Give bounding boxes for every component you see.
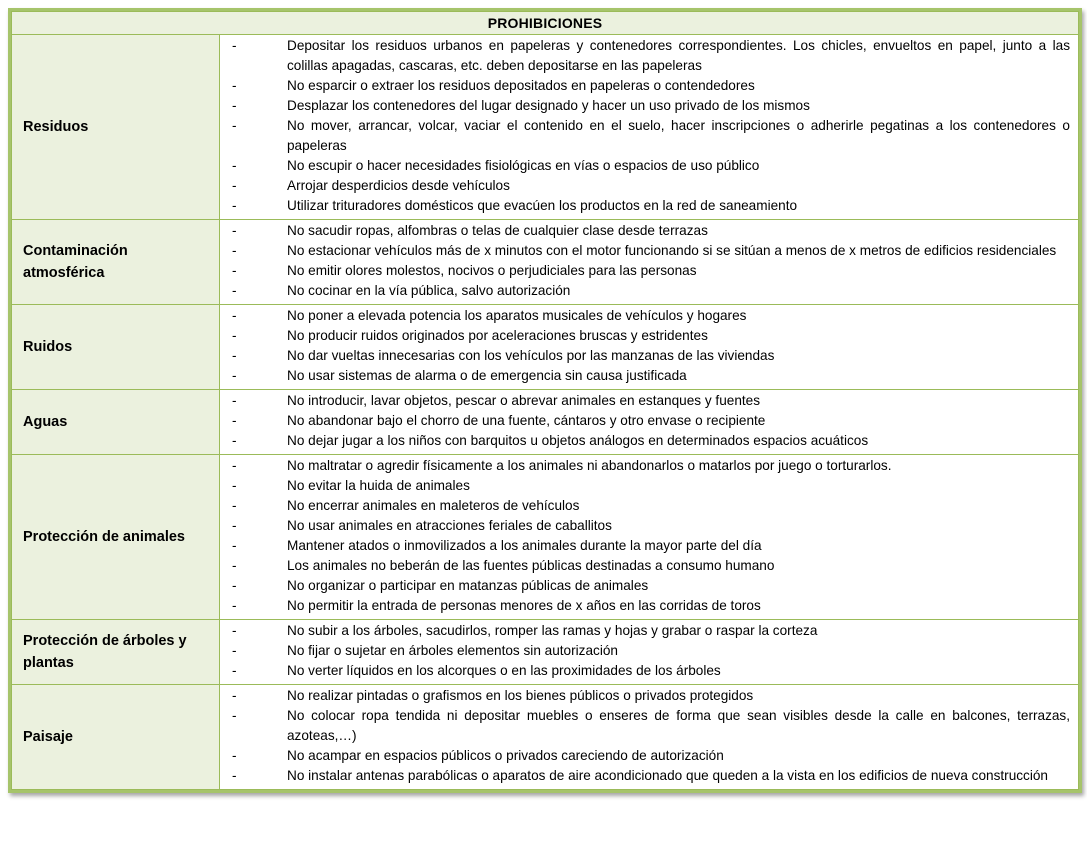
dash-bullet: - (232, 598, 237, 613)
list-item (228, 596, 1070, 616)
list-item (228, 306, 1070, 326)
table-row (12, 455, 1079, 620)
prohibition-text: No encerrar animales en maleteros de vehículos (287, 498, 580, 513)
list-item (228, 661, 1070, 681)
table-row (12, 685, 1079, 790)
category-cell: Protección de árboles y plantas (12, 620, 220, 685)
dash-bullet: - (232, 498, 237, 513)
list-item (228, 391, 1070, 411)
items-cell (220, 685, 1079, 790)
prohibition-text: No abandonar bajo el chorro de una fuente, cántaros y otro envase o recipiente (287, 413, 766, 428)
dash-bullet: - (232, 433, 237, 448)
items-cell (220, 455, 1079, 620)
category-cell: Paisaje (12, 685, 220, 790)
table-row (12, 35, 1079, 220)
list-item (228, 116, 1070, 156)
dash-bullet: - (232, 243, 237, 258)
prohibition-text: Los animales no beberán de las fuentes públicas destinadas a consumo humano (287, 558, 775, 573)
list-item (228, 346, 1070, 366)
dash-bullet: - (232, 78, 237, 93)
list-item (228, 196, 1070, 216)
items-cell (220, 620, 1079, 685)
category-cell: Ruidos (12, 305, 220, 390)
prohibition-text: No sacudir ropas, alfombras o telas de cualquier clase desde terrazas (287, 223, 708, 238)
prohibition-text: No cocinar en la vía pública, salvo autorización (287, 283, 571, 298)
list-item (228, 496, 1070, 516)
prohibition-text: No usar animales en atracciones feriales de caballitos (287, 518, 612, 533)
dash-bullet: - (232, 118, 237, 133)
prohibition-text: No evitar la huida de animales (287, 478, 470, 493)
list-item (228, 411, 1070, 431)
list-item (228, 686, 1070, 706)
dash-bullet: - (232, 283, 237, 298)
items-cell (220, 305, 1079, 390)
prohibition-text: No verter líquidos en los alcorques o en las proximidades de los árboles (287, 663, 721, 678)
items-cell (220, 220, 1079, 305)
dash-bullet: - (232, 748, 237, 763)
table-title: PROHIBICIONES (12, 12, 1079, 35)
list-item (228, 766, 1070, 786)
dash-bullet: - (232, 623, 237, 638)
dash-bullet: - (232, 393, 237, 408)
dash-bullet: - (232, 458, 237, 473)
prohibitions-table-frame (8, 8, 1082, 793)
list-item (228, 641, 1070, 661)
list-item (228, 576, 1070, 596)
dash-bullet: - (232, 263, 237, 278)
list-item (228, 746, 1070, 766)
prohibition-text: No organizar o participar en matanzas públicas de animales (287, 578, 649, 593)
dash-bullet: - (232, 768, 237, 783)
prohibition-text: Mantener atados o inmovilizados a los animales durante la mayor parte del día (287, 538, 762, 553)
list-item (228, 76, 1070, 96)
list-item (228, 706, 1070, 746)
prohibitions-table (11, 11, 1079, 790)
prohibition-text: Arrojar desperdicios desde vehículos (287, 178, 510, 193)
dash-bullet: - (232, 348, 237, 363)
list-item (228, 281, 1070, 301)
dash-bullet: - (232, 478, 237, 493)
list-item (228, 261, 1070, 281)
list-item (228, 176, 1070, 196)
prohibition-text: No maltratar o agredir físicamente a los animales ni abandonarlos o matarlos por juego o torturarlos. (287, 458, 892, 473)
list-item (228, 221, 1070, 241)
dash-bullet: - (232, 38, 237, 53)
dash-bullet: - (232, 178, 237, 193)
dash-bullet: - (232, 578, 237, 593)
prohibition-text: Depositar los residuos urbanos en papeleras y contenedores correspondientes. Los chicles, envueltos en papel, junto a las colillas apagadas, cascaras, etc. deben depositarse en las papeleras (287, 38, 1070, 73)
prohibition-text: No fijar o sujetar en árboles elementos sin autorización (287, 643, 618, 658)
prohibition-text: No acampar en espacios públicos o privados careciendo de autorización (287, 748, 724, 763)
list-item (228, 516, 1070, 536)
table-row (12, 390, 1079, 455)
dash-bullet: - (232, 98, 237, 113)
dash-bullet: - (232, 663, 237, 678)
prohibition-text: No mover, arrancar, volcar, vaciar el contenido en el suelo, hacer inscripciones o adherirle pegatinas a los contenedores o papeleras (287, 118, 1070, 153)
list-item (228, 456, 1070, 476)
list-item (228, 536, 1070, 556)
prohibition-text: No usar sistemas de alarma o de emergencia sin causa justificada (287, 368, 687, 383)
dash-bullet: - (232, 158, 237, 173)
table-row (12, 305, 1079, 390)
prohibition-text: No estacionar vehículos más de x minutos con el motor funcionando si se sitúan a menos de x metros de edificios residenciales (287, 243, 1057, 258)
header-row (12, 12, 1079, 35)
dash-bullet: - (232, 558, 237, 573)
list-item (228, 241, 1070, 261)
dash-bullet: - (232, 308, 237, 323)
prohibition-text: No dar vueltas innecesarias con los vehículos por las manzanas de las viviendas (287, 348, 775, 363)
prohibition-text: No dejar jugar a los niños con barquitos u objetos análogos en determinados espacios acuáticos (287, 433, 869, 448)
dash-bullet: - (232, 198, 237, 213)
list-item (228, 36, 1070, 76)
category-cell: Protección de animales (12, 455, 220, 620)
dash-bullet: - (232, 223, 237, 238)
prohibition-text: Desplazar los contenedores del lugar designado y hacer un uso privado de los mismos (287, 98, 810, 113)
table-body (12, 35, 1079, 790)
dash-bullet: - (232, 328, 237, 343)
dash-bullet: - (232, 538, 237, 553)
category-cell: Residuos (12, 35, 220, 220)
prohibition-text: No introducir, lavar objetos, pescar o abrevar animales en estanques y fuentes (287, 393, 761, 408)
list-item (228, 366, 1070, 386)
prohibition-text: Utilizar trituradores domésticos que evacúen los productos en la red de saneamiento (287, 198, 798, 213)
category-cell: Aguas (12, 390, 220, 455)
list-item (228, 326, 1070, 346)
items-cell (220, 35, 1079, 220)
dash-bullet: - (232, 643, 237, 658)
dash-bullet: - (232, 708, 237, 723)
prohibition-text: No poner a elevada potencia los aparatos musicales de vehículos y hogares (287, 308, 747, 323)
dash-bullet: - (232, 413, 237, 428)
prohibition-text: No emitir olores molestos, nocivos o perjudiciales para las personas (287, 263, 697, 278)
prohibition-text: No permitir la entrada de personas menores de x años en las corridas de toros (287, 598, 761, 613)
list-item (228, 156, 1070, 176)
list-item (228, 621, 1070, 641)
dash-bullet: - (232, 518, 237, 533)
table-row (12, 220, 1079, 305)
list-item (228, 476, 1070, 496)
items-cell (220, 390, 1079, 455)
dash-bullet: - (232, 368, 237, 383)
list-item (228, 556, 1070, 576)
prohibition-text: No esparcir o extraer los residuos depositados en papeleras o contendedores (287, 78, 755, 93)
prohibition-text: No instalar antenas parabólicas o aparatos de aire acondicionado que queden a la vista en los edificios de nueva construcción (287, 768, 1048, 783)
category-cell: Contaminación atmosférica (12, 220, 220, 305)
prohibition-text: No colocar ropa tendida ni depositar muebles o enseres de forma que sean visibles desde la calle en balcones, terrazas, azoteas,…) (287, 708, 1070, 743)
prohibition-text: No realizar pintadas o grafismos en los bienes públicos o privados protegidos (287, 688, 754, 703)
prohibition-text: No producir ruidos originados por aceleraciones bruscas y estridentes (287, 328, 708, 343)
list-item (228, 96, 1070, 116)
prohibition-text: No subir a los árboles, sacudirlos, romper las ramas y hojas y grabar o raspar la corteza (287, 623, 818, 638)
prohibition-text: No escupir o hacer necesidades fisiológicas en vías o espacios de uso público (287, 158, 760, 173)
table-row (12, 620, 1079, 685)
dash-bullet: - (232, 688, 237, 703)
list-item (228, 431, 1070, 451)
